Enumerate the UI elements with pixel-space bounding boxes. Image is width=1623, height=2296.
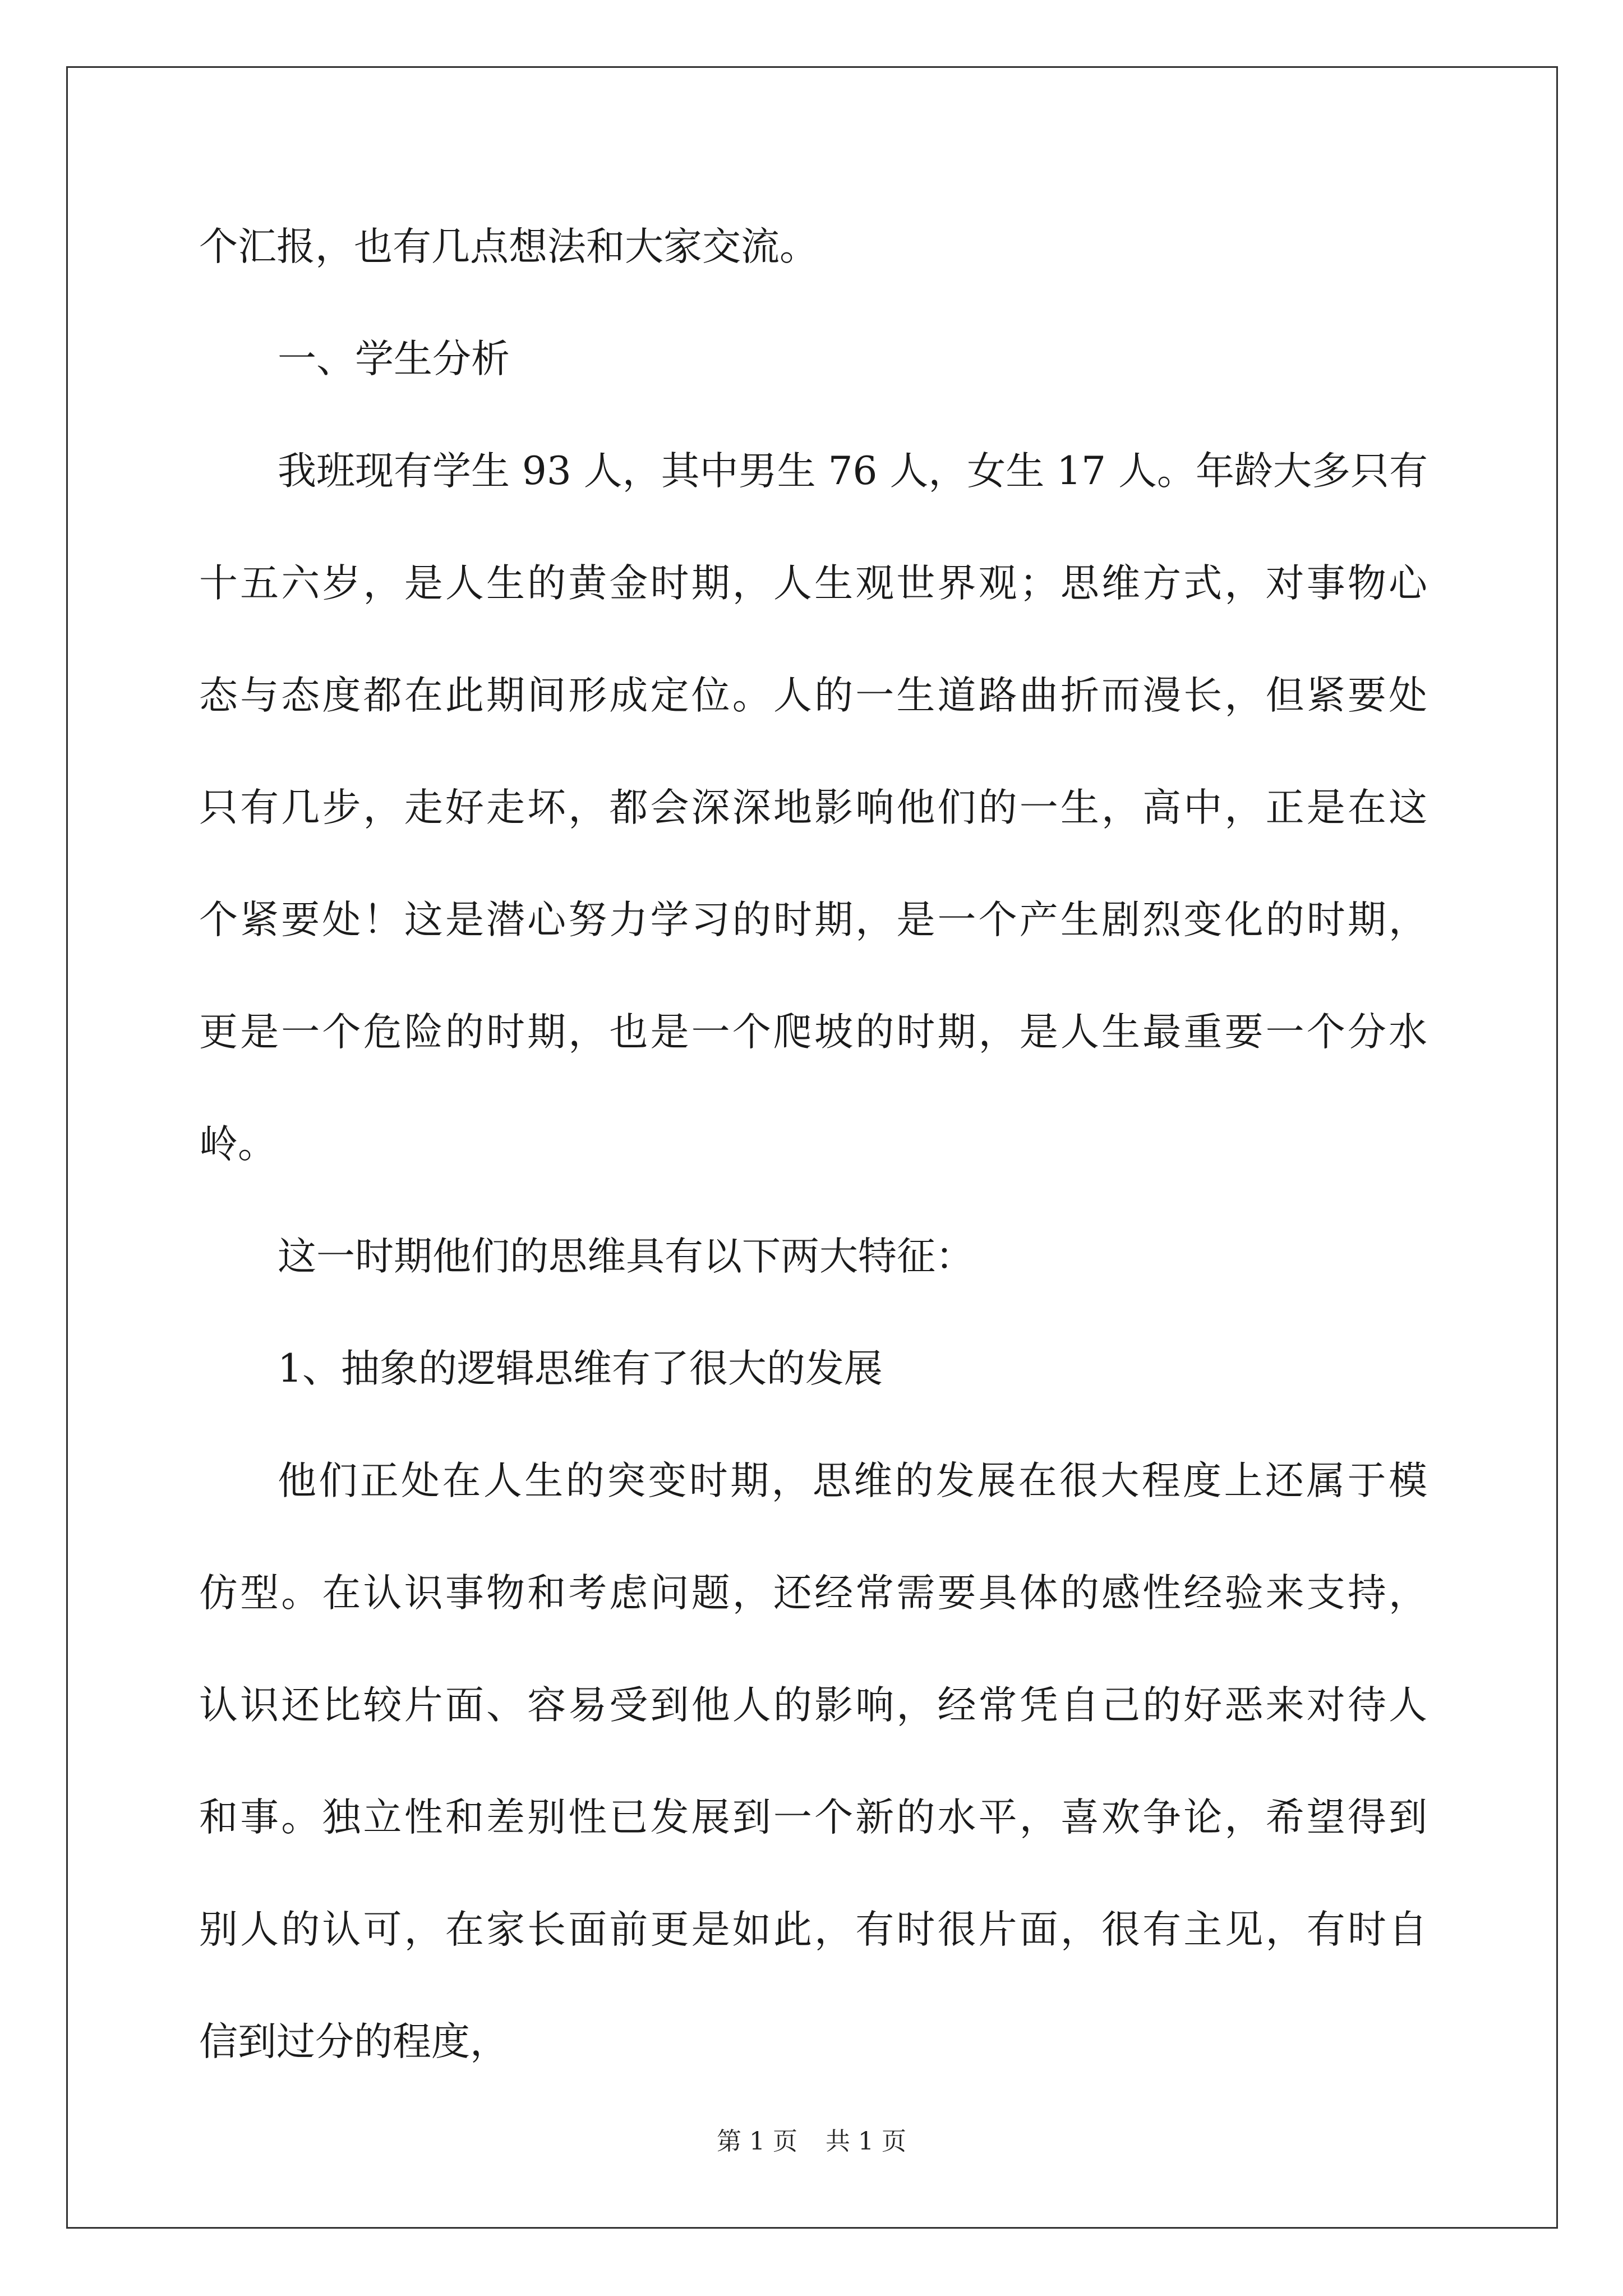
subsection-heading: 1、抽象的逻辑思维有了很大的发展: [278, 1346, 883, 1391]
page-total: 共 1 页: [826, 2127, 906, 2156]
text-line: 这一时期他们的思维具有以下两大特征：: [278, 1234, 974, 1279]
text-line: 只有几步，走好走坏，都会深深地影响他们的一生，高中，正是在这: [199, 785, 1427, 830]
text-line: 仿型。在认识事物和考虑问题，还经常需要具体的感性经验来支持，: [199, 1571, 1427, 1616]
text-line: 更是一个危险的时期，也是一个爬坡的时期，是人生最重要一个分水: [199, 1010, 1427, 1055]
text-line: 个紧要处！这是潜心努力学习的时期，是一个产生剧烈变化的时期，: [199, 898, 1427, 942]
section-heading: 一、学生分析: [278, 337, 510, 381]
text-line: 岭。: [199, 1122, 276, 1167]
page-footer: [0, 2125, 1623, 2159]
text-line: 个汇报，也有几点想法和大家交流。: [199, 224, 818, 269]
text-line: 和事。独立性和差别性已发展到一个新的水平，喜欢争论，希望得到: [199, 1795, 1427, 1840]
page-number: 第 1 页: [717, 2127, 797, 2156]
text-line: 十五六岁，是人生的黄金时期，人生观世界观；思维方式，对事物心: [199, 561, 1427, 606]
text-line: 认识还比较片面、容易受到他人的影响，经常凭自己的好恶来对待人: [199, 1683, 1427, 1728]
text-line: 我班现有学生 93 人，其中男生 76 人，女生 17 人。年龄大多只有: [278, 449, 1428, 494]
text-line: 他们正处在人生的突变时期，思维的发展在很大程度上还属于模: [278, 1458, 1427, 1503]
text-line: 态与态度都在此期间形成定位。人的一生道路曲折而漫长，但紧要处: [199, 673, 1427, 718]
text-line: 信到过分的程度，: [199, 2019, 509, 2064]
text-line: 别人的认可，在家长面前更是如此，有时很片面，很有主见，有时自: [199, 1907, 1427, 1952]
